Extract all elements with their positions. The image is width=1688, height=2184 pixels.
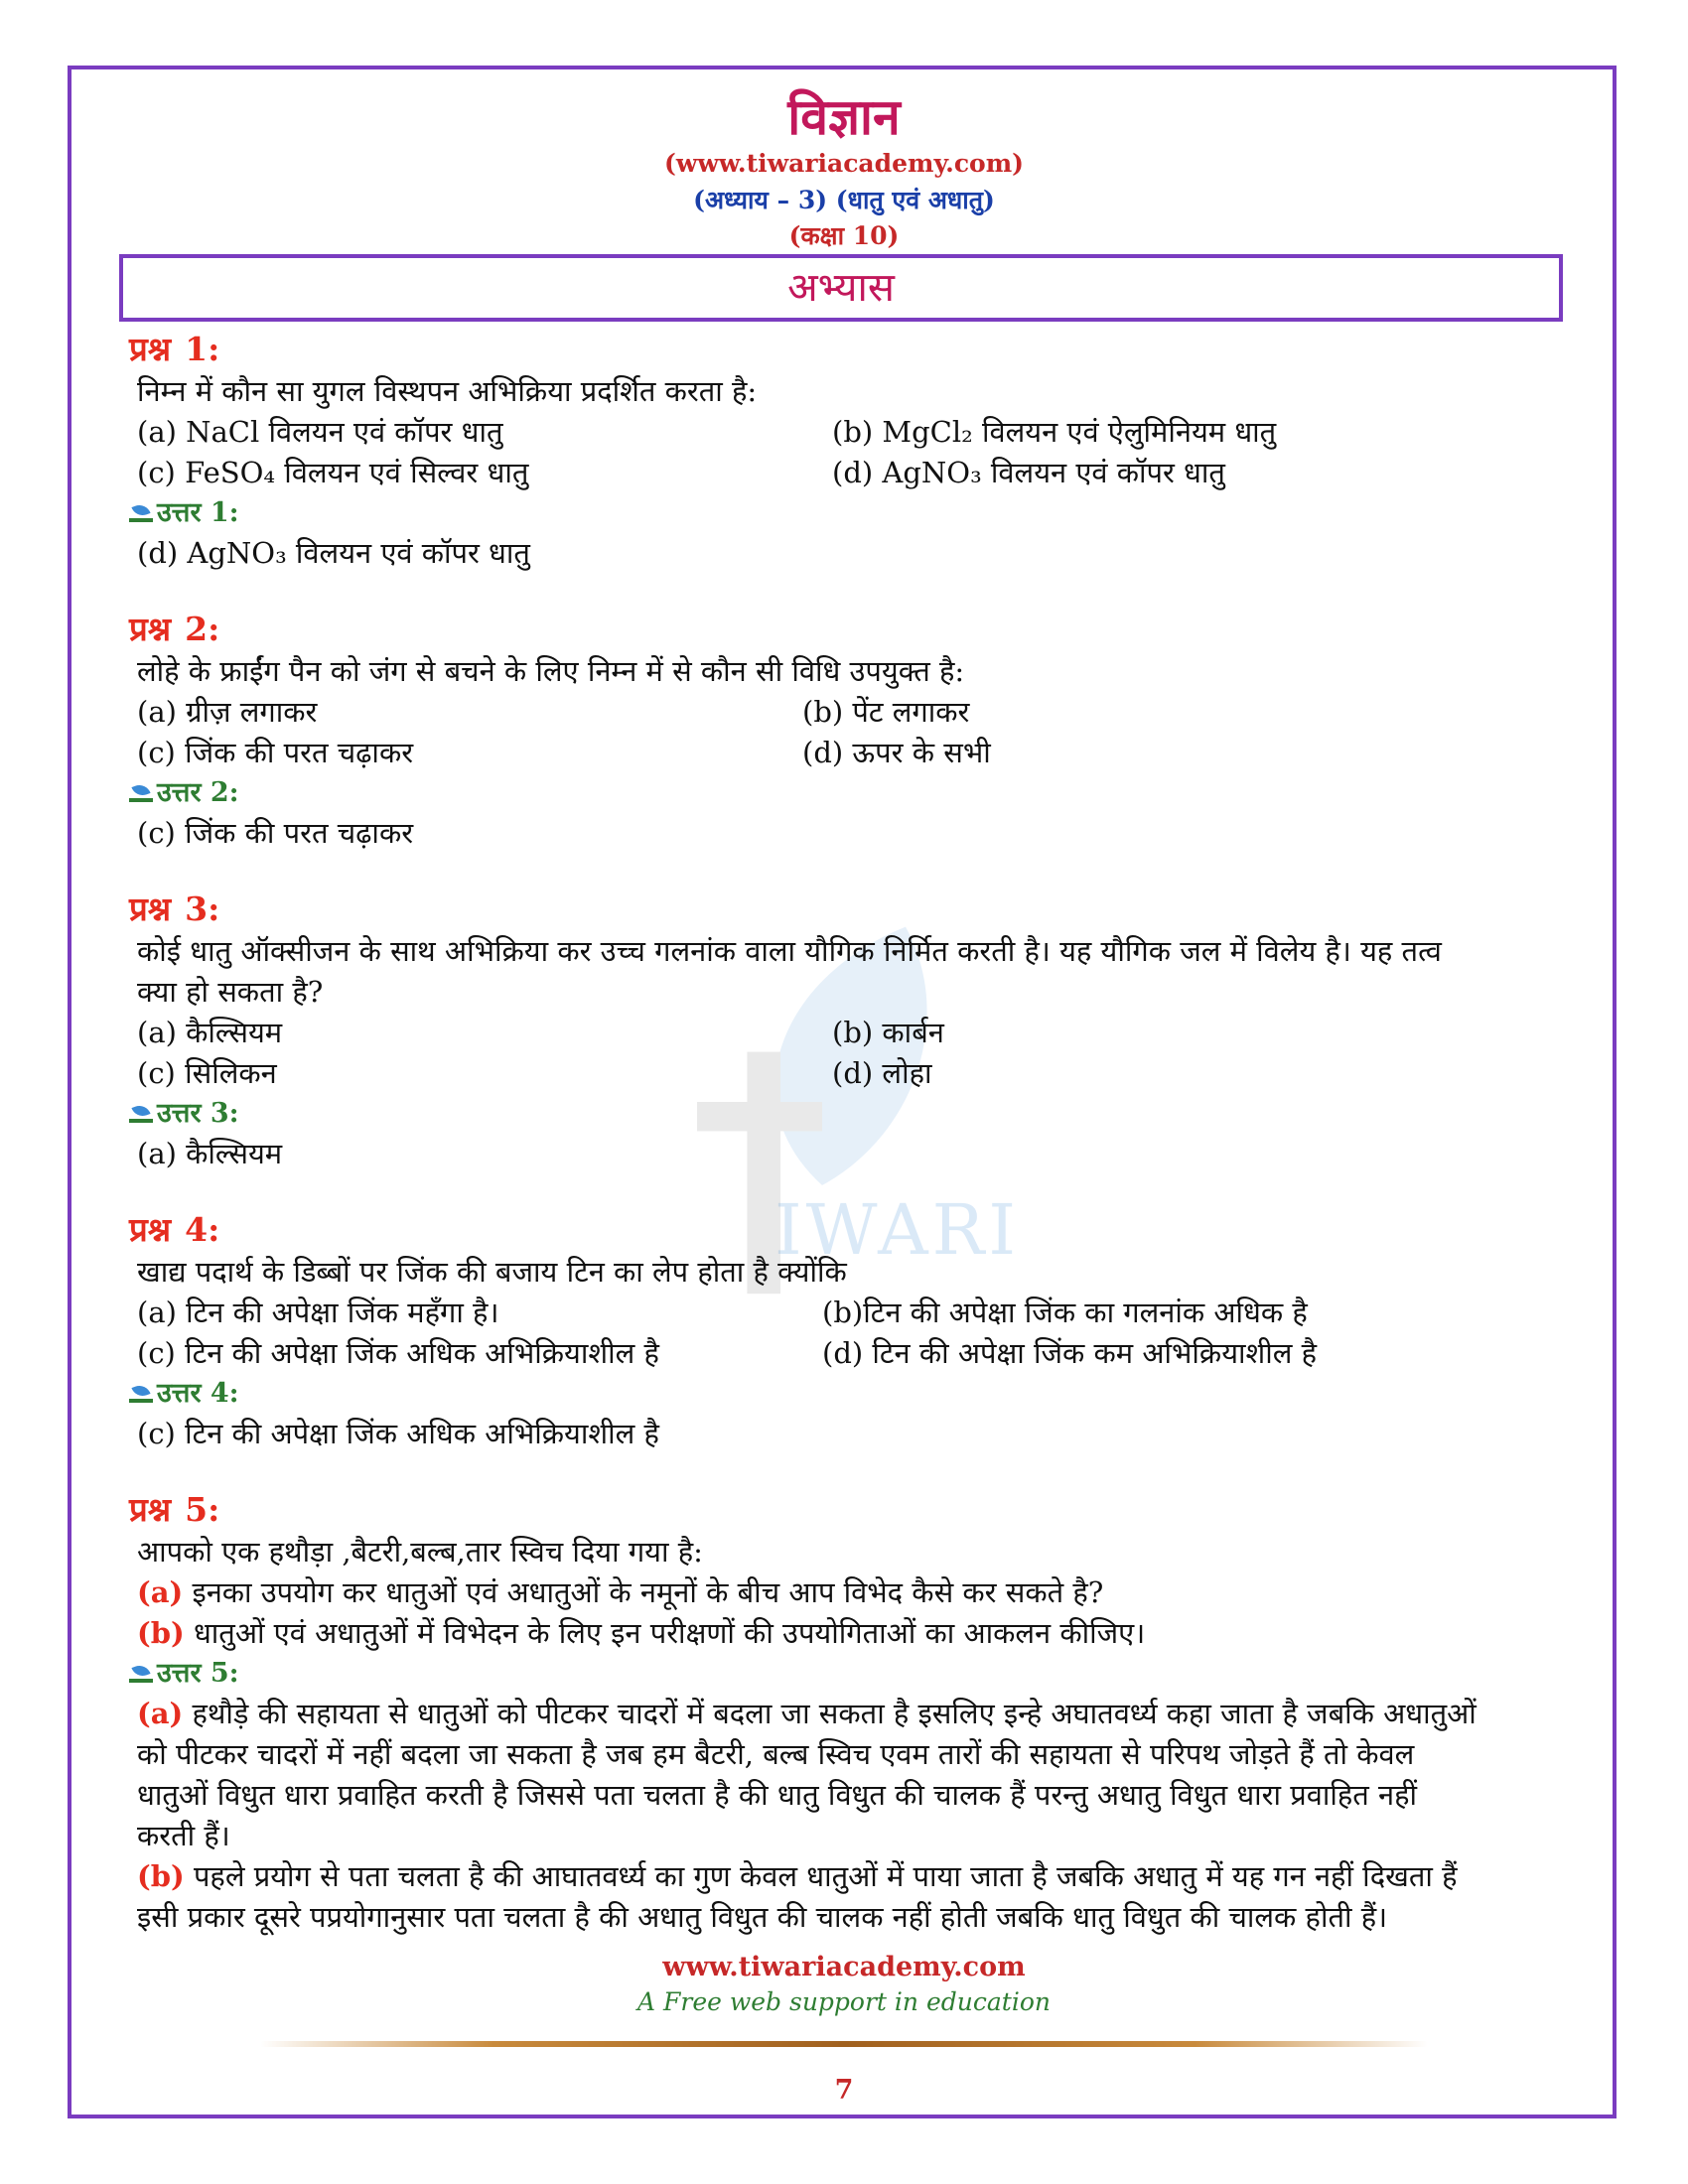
watermark-text: IWARI xyxy=(774,1189,1021,1271)
option-item: (c) जिंक की परत चढ़ाकर xyxy=(137,736,414,769)
answer-text: (a) कैल्सियम xyxy=(137,1137,283,1170)
question-heading: प्रश्न 2: xyxy=(129,610,220,648)
page-number: 7 xyxy=(834,2075,854,2106)
answer-heading: उत्तर 4: xyxy=(129,1374,1559,1414)
option-item: (a) कैल्सियम xyxy=(137,1016,283,1049)
answer-icon xyxy=(129,504,153,522)
section-title: अभ्यास xyxy=(119,254,1563,322)
question-block xyxy=(129,608,1559,854)
option-item: (b)टिन की अपेक्षा जिंक का गलनांक अधिक है xyxy=(822,1296,1308,1329)
option-item: (b) पेंट लगाकर xyxy=(802,695,970,729)
option-item: (b) MgCl₂ विलयन एवं ऐलुमिनियम धातु xyxy=(832,415,1277,449)
question-block xyxy=(129,887,1559,1174)
question-block xyxy=(129,1208,1559,1454)
options-grid xyxy=(129,692,1559,773)
question-heading: प्रश्न 1: xyxy=(129,330,220,368)
option-item: (a) टिन की अपेक्षा जिंक महँगा है। xyxy=(137,1296,499,1329)
question-text: कोई धातु ऑक्सीजन के साथ अभिक्रिया कर उच्च गलनांक वाला यौगिक निर्मित करती है। यह यौगिक जल में विलेय है। यह तत्व xyxy=(137,934,1442,968)
option-item: (a) NaCl विलयन एवं कॉपर धातु xyxy=(137,415,503,449)
option-item: (d) ऊपर के सभी xyxy=(802,736,991,769)
question-heading: प्रश्न 3: xyxy=(129,889,220,928)
question-text: निम्न में कौन सा युगल विस्थपन अभिक्रिया प्रदर्शित करता है: xyxy=(137,374,758,408)
answer-icon xyxy=(129,784,153,802)
options-grid xyxy=(129,1013,1559,1094)
answer-heading: उत्तर 3: xyxy=(129,1094,1559,1134)
answer-text: (c) जिंक की परत चढ़ाकर xyxy=(137,816,414,850)
questions-content xyxy=(129,328,1559,1938)
options-grid xyxy=(129,1293,1559,1374)
answer-line: धातुओं विधुत धारा प्रवाहित करती है जिससे पता चलता है की धातु विधुत की चालक हैं परन्तु अधातु विधुत धारा प्रवाहित नहीं xyxy=(137,1778,1418,1812)
answer-text: (c) टिन की अपेक्षा जिंक अधिक अभिक्रियाशील है xyxy=(137,1417,659,1450)
question-text: लोहे के फ्राईंग पैन को जंग से बचने के लिए निम्न में से कौन सी विधि उपयुक्त है: xyxy=(137,654,965,688)
question-text: क्या हो सकता है? xyxy=(137,975,324,1009)
option-item: (c) सिलिकन xyxy=(137,1056,277,1090)
question-text: आपको एक हथौड़ा ,बैटरी,बल्ब,तार स्विच दिया गया है: xyxy=(137,1535,703,1569)
answer-heading: उत्तर 5: xyxy=(129,1654,1559,1694)
option-item: (c) टिन की अपेक्षा जिंक अधिक अभिक्रियाशील है xyxy=(137,1336,659,1370)
answer-part-b: (b) पहले प्रयोग से पता चलता है की आघातवर्ध्य का गुण केवल धातुओं में पाया जाता है जबकि अधातु में यह गन नहीं दिखता हैं xyxy=(137,1859,1458,1893)
answer-line: इसी प्रकार दूसरे पप्रयोगानुसार पता चलता है की अधातु विधुत की चालक नहीं होती जबकि धातु विधुत की चालक होती हैं। xyxy=(137,1900,1388,1934)
option-item: (d) AgNO₃ विलयन एवं कॉपर धातु xyxy=(832,456,1225,489)
answer-heading: उत्तर 2: xyxy=(129,773,1559,813)
option-item: (d) लोहा xyxy=(832,1056,932,1090)
option-item: (a) ग्रीज़ लगाकर xyxy=(137,695,318,729)
answer-icon xyxy=(129,1385,153,1403)
question-text: खाद्य पदार्थ के डिब्बों पर जिंक की बजाय टिन का लेप होता है क्योंकि xyxy=(137,1255,847,1289)
option-item: (c) FeSO₄ विलयन एवं सिल्वर धातु xyxy=(137,456,529,489)
answer-line: को पीटकर चादरों में नहीं बदला जा सकता है जब हम बैटरी, बल्ब स्विच एवम तारों की सहायता से परिपथ जोड़ते हैं तो केवल xyxy=(137,1737,1415,1771)
footer-site-link[interactable]: www.tiwariacademy.com xyxy=(662,1952,1026,1982)
question-heading: प्रश्न 5: xyxy=(129,1490,220,1529)
answer-icon xyxy=(129,1665,153,1683)
answer-heading: उत्तर 1: xyxy=(129,493,1559,533)
answer-part-a: (a) हथौड़े की सहायता से धातुओं को पीटकर चादरों में बदला जा सकता है इसलिए इन्हे अघातवर्ध्य कहा जाता है जबकि अधातुओं xyxy=(137,1697,1477,1730)
option-item: (b) कार्बन xyxy=(832,1016,944,1049)
option-item: (d) टिन की अपेक्षा जिंक कम अभिक्रियाशील है xyxy=(822,1336,1318,1370)
options-grid xyxy=(129,412,1559,493)
question-part-b: (b) धातुओं एवं अधातुओं में विभेदन के लिए इन परीक्षणों की उपयोगिताओं का आकलन कीजिए। xyxy=(137,1616,1146,1650)
answer-icon xyxy=(129,1105,153,1123)
footer-divider xyxy=(260,2041,1428,2047)
question-heading: प्रश्न 4: xyxy=(129,1210,220,1249)
question-block xyxy=(129,328,1559,574)
footer-tagline: A Free web support in education xyxy=(637,1987,1051,2016)
question-part-a: (a) इनका उपयोग कर धातुओं एवं अधातुओं के नमूनों के बीच आप विभेद कैसे कर सकते है? xyxy=(137,1575,1104,1609)
question-block xyxy=(129,1488,1559,1938)
answer-text: (d) AgNO₃ विलयन एवं कॉपर धातु xyxy=(137,536,530,570)
answer-line: करती हैं। xyxy=(137,1819,230,1852)
class-label: (कक्षा 10) xyxy=(788,221,900,250)
page-title: विज्ञान xyxy=(787,87,901,146)
chapter-title: (अध्याय – 3) (धातु एवं अधातु) xyxy=(693,186,995,214)
header-site: (www.tiwariacademy.com) xyxy=(663,149,1024,178)
